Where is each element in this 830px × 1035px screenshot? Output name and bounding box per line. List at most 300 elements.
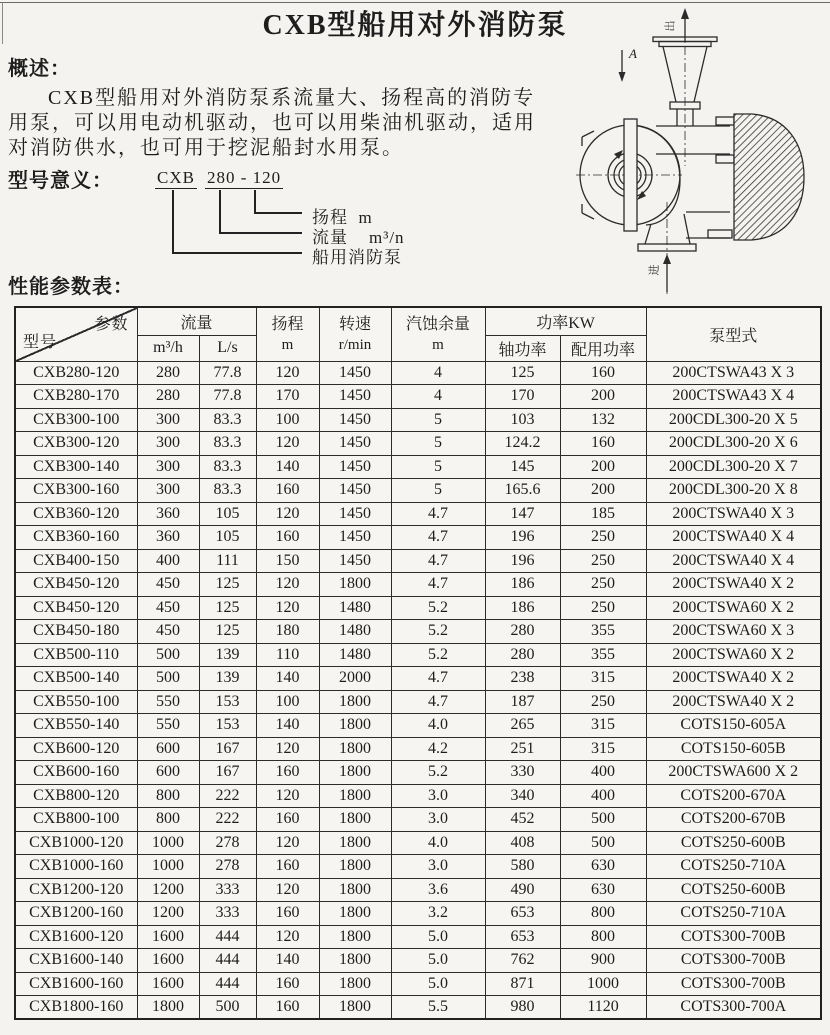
cell-rated-power-kw: 315 [560, 667, 646, 691]
cell-npsh-m: 4.7 [391, 549, 485, 573]
cell-rated-power-kw: 1120 [560, 996, 646, 1020]
cell-head-m: 160 [256, 902, 319, 926]
cell-flow-ls: 139 [199, 667, 256, 691]
overview-heading: 概述： [8, 58, 71, 80]
cell-rated-power-kw: 500 [560, 831, 646, 855]
pump-technical-drawing [570, 4, 826, 296]
table-row [15, 784, 821, 808]
cell-model: CXB550-100 [15, 690, 137, 714]
table-row [15, 479, 821, 503]
cell-npsh-m: 4.7 [391, 667, 485, 691]
cell-rated-power-kw: 185 [560, 502, 646, 526]
cell-npsh-m: 5.2 [391, 620, 485, 644]
cell-flow-ls: 83.3 [199, 455, 256, 479]
cell-speed-rpm: 1800 [319, 996, 391, 1020]
cell-flow-ls: 77.8 [199, 385, 256, 409]
cell-flow-ls: 333 [199, 878, 256, 902]
cell-shaft-power-kw: 125 [485, 361, 560, 385]
header-npsh: 汽蚀余量 m [391, 307, 485, 361]
cell-model: CXB1800-160 [15, 996, 137, 1020]
cell-rated-power-kw: 160 [560, 361, 646, 385]
cell-shaft-power-kw: 330 [485, 761, 560, 785]
cell-speed-rpm: 1800 [319, 972, 391, 996]
cell-shaft-power-kw: 452 [485, 808, 560, 832]
cell-rated-power-kw: 200 [560, 479, 646, 503]
table-row [15, 925, 821, 949]
cell-flow-m3h: 800 [137, 784, 199, 808]
cell-rated-power-kw: 800 [560, 925, 646, 949]
connector-line [254, 190, 256, 213]
header-flow-ls: L/s [199, 335, 256, 361]
model-code-prefix: CXB [157, 168, 195, 187]
cell-pump-type: 200CTSWA40 X 2 [646, 667, 821, 691]
table-row [15, 831, 821, 855]
overview-line: 对消防供水，也可用于挖泥船封水用泵。 [8, 137, 404, 159]
cell-npsh-m: 5 [391, 479, 485, 503]
cell-flow-m3h: 500 [137, 643, 199, 667]
cell-head-m: 120 [256, 502, 319, 526]
cell-pump-type: COTS200-670A [646, 784, 821, 808]
cell-npsh-m: 4.7 [391, 573, 485, 597]
cell-shaft-power-kw: 280 [485, 643, 560, 667]
table-row [15, 455, 821, 479]
cell-head-m: 120 [256, 925, 319, 949]
model-label-flow: 流量 m³/n [312, 228, 405, 247]
cell-shaft-power-kw: 196 [485, 526, 560, 550]
cell-head-m: 160 [256, 526, 319, 550]
cell-rated-power-kw: 250 [560, 690, 646, 714]
cell-npsh-m: 4.7 [391, 690, 485, 714]
cell-speed-rpm: 1800 [319, 855, 391, 879]
cell-flow-ls: 153 [199, 714, 256, 738]
cell-rated-power-kw: 400 [560, 761, 646, 785]
cell-speed-rpm: 1800 [319, 573, 391, 597]
model-meaning-section [0, 162, 585, 274]
cell-rated-power-kw: 355 [560, 620, 646, 644]
cell-flow-ls: 278 [199, 831, 256, 855]
cell-shaft-power-kw: 196 [485, 549, 560, 573]
cell-flow-m3h: 300 [137, 432, 199, 456]
header-flow-group: 流量 [137, 307, 256, 335]
cell-head-m: 100 [256, 690, 319, 714]
connector-line [172, 190, 174, 253]
cell-head-m: 170 [256, 385, 319, 409]
cell-rated-power-kw: 630 [560, 855, 646, 879]
cell-model: CXB300-120 [15, 432, 137, 456]
table-row [15, 408, 821, 432]
cell-flow-m3h: 300 [137, 408, 199, 432]
cell-shaft-power-kw: 280 [485, 620, 560, 644]
cell-speed-rpm: 1800 [319, 925, 391, 949]
overview-line: 用泵，可以用电动机驱动，也可以用柴油机驱动，适用 [8, 112, 536, 134]
cell-pump-type: COTS150-605B [646, 737, 821, 761]
table-row [15, 714, 821, 738]
cell-flow-m3h: 600 [137, 761, 199, 785]
table-row [15, 690, 821, 714]
cell-pump-type: 200CDL300-20 X 6 [646, 432, 821, 456]
cell-shaft-power-kw: 653 [485, 925, 560, 949]
cell-rated-power-kw: 200 [560, 455, 646, 479]
cell-pump-type: 200CDL300-20 X 8 [646, 479, 821, 503]
cell-speed-rpm: 2000 [319, 667, 391, 691]
cell-flow-m3h: 300 [137, 455, 199, 479]
header-pump-type: 泵型式 [646, 307, 821, 361]
table-row [15, 573, 821, 597]
cell-pump-type: COTS150-605A [646, 714, 821, 738]
cell-npsh-m: 3.6 [391, 878, 485, 902]
overview-paragraph [8, 86, 593, 161]
cell-pump-type: COTS300-700B [646, 925, 821, 949]
cell-pump-type: 200CTSWA40 X 4 [646, 549, 821, 573]
cell-shaft-power-kw: 238 [485, 667, 560, 691]
table-row [15, 643, 821, 667]
cell-speed-rpm: 1450 [319, 479, 391, 503]
cell-shaft-power-kw: 408 [485, 831, 560, 855]
cell-shaft-power-kw: 124.2 [485, 432, 560, 456]
header-head: 扬程 m [256, 307, 319, 361]
cell-model: CXB280-120 [15, 361, 137, 385]
cell-model: CXB400-150 [15, 549, 137, 573]
cell-flow-m3h: 280 [137, 385, 199, 409]
cell-flow-ls: 500 [199, 996, 256, 1020]
cell-flow-m3h: 1200 [137, 878, 199, 902]
inlet-arrow-label: 进 [648, 264, 661, 276]
cell-npsh-m: 5.0 [391, 972, 485, 996]
cell-flow-m3h: 300 [137, 479, 199, 503]
model-code [155, 168, 283, 188]
cell-pump-type: 200CTSWA60 X 2 [646, 643, 821, 667]
cell-shaft-power-kw: 186 [485, 573, 560, 597]
cell-model: CXB1600-160 [15, 972, 137, 996]
cell-speed-rpm: 1450 [319, 455, 391, 479]
cell-flow-ls: 77.8 [199, 361, 256, 385]
performance-table-heading: 性能参数表： [8, 276, 134, 298]
cell-speed-rpm: 1450 [319, 502, 391, 526]
cell-rated-power-kw: 800 [560, 902, 646, 926]
cell-head-m: 110 [256, 643, 319, 667]
cell-rated-power-kw: 400 [560, 784, 646, 808]
cell-model: CXB450-120 [15, 573, 137, 597]
cell-shaft-power-kw: 653 [485, 902, 560, 926]
cell-head-m: 160 [256, 996, 319, 1020]
cell-rated-power-kw: 250 [560, 549, 646, 573]
cell-speed-rpm: 1450 [319, 432, 391, 456]
cell-npsh-m: 4 [391, 361, 485, 385]
cell-rated-power-kw: 500 [560, 808, 646, 832]
cell-pump-type: COTS300-700B [646, 972, 821, 996]
cell-npsh-m: 4.0 [391, 831, 485, 855]
cell-flow-ls: 83.3 [199, 408, 256, 432]
cell-flow-ls: 444 [199, 972, 256, 996]
cell-flow-ls: 139 [199, 643, 256, 667]
connector-line [219, 190, 221, 233]
cell-npsh-m: 3.0 [391, 784, 485, 808]
cell-flow-m3h: 450 [137, 573, 199, 597]
cell-npsh-m: 3.0 [391, 855, 485, 879]
cell-model: CXB1200-160 [15, 902, 137, 926]
cell-flow-m3h: 360 [137, 526, 199, 550]
cell-flow-ls: 222 [199, 784, 256, 808]
cell-flow-ls: 125 [199, 596, 256, 620]
cell-flow-ls: 83.3 [199, 479, 256, 503]
cell-rated-power-kw: 1000 [560, 972, 646, 996]
cell-speed-rpm: 1480 [319, 643, 391, 667]
cell-head-m: 120 [256, 573, 319, 597]
table-row [15, 549, 821, 573]
cell-head-m: 120 [256, 784, 319, 808]
cell-speed-rpm: 1800 [319, 714, 391, 738]
header-power-group: 功率KW [485, 307, 646, 335]
cell-head-m: 180 [256, 620, 319, 644]
header-rated-power: 配用功率 [560, 335, 646, 361]
cell-flow-m3h: 1600 [137, 972, 199, 996]
cell-flow-m3h: 450 [137, 620, 199, 644]
cell-rated-power-kw: 160 [560, 432, 646, 456]
cell-speed-rpm: 1450 [319, 549, 391, 573]
cell-flow-ls: 83.3 [199, 432, 256, 456]
cell-npsh-m: 4.7 [391, 526, 485, 550]
outlet-arrow-label: 出 [664, 20, 677, 32]
header-parameter-label: 参数 [94, 316, 129, 333]
cell-pump-type: COTS250-710A [646, 902, 821, 926]
cell-pump-type: 200CTSWA40 X 2 [646, 690, 821, 714]
cell-flow-ls: 167 [199, 737, 256, 761]
cell-flow-ls: 167 [199, 761, 256, 785]
cell-head-m: 140 [256, 667, 319, 691]
cell-model: CXB800-100 [15, 808, 137, 832]
cell-shaft-power-kw: 103 [485, 408, 560, 432]
performance-table-body [15, 361, 821, 1019]
cell-flow-m3h: 280 [137, 361, 199, 385]
cell-npsh-m: 5.0 [391, 949, 485, 973]
cell-shaft-power-kw: 580 [485, 855, 560, 879]
cell-pump-type: 200CTSWA600 X 2 [646, 761, 821, 785]
table-row [15, 667, 821, 691]
cell-pump-type: 200CTSWA43 X 4 [646, 385, 821, 409]
cell-model: CXB280-170 [15, 385, 137, 409]
cell-model: CXB1000-160 [15, 855, 137, 879]
cell-pump-type: COTS300-700B [646, 949, 821, 973]
table-row [15, 972, 821, 996]
cell-npsh-m: 5.5 [391, 996, 485, 1020]
table-row [15, 996, 821, 1020]
cell-pump-type: COTS250-710A [646, 855, 821, 879]
cell-speed-rpm: 1800 [319, 737, 391, 761]
cell-flow-ls: 222 [199, 808, 256, 832]
cell-flow-m3h: 1600 [137, 949, 199, 973]
cell-flow-ls: 105 [199, 502, 256, 526]
cell-npsh-m: 3.2 [391, 902, 485, 926]
cell-speed-rpm: 1800 [319, 784, 391, 808]
cell-shaft-power-kw: 186 [485, 596, 560, 620]
cell-head-m: 120 [256, 878, 319, 902]
cell-head-m: 160 [256, 855, 319, 879]
cell-npsh-m: 4 [391, 385, 485, 409]
cell-shaft-power-kw: 145 [485, 455, 560, 479]
cell-npsh-m: 5.0 [391, 925, 485, 949]
cell-speed-rpm: 1450 [319, 526, 391, 550]
cell-head-m: 120 [256, 432, 319, 456]
cell-npsh-m: 4.2 [391, 737, 485, 761]
cell-npsh-m: 5.2 [391, 643, 485, 667]
overview-line: CXB型船用对外消防泵系流量大、扬程高的消防专 [48, 87, 536, 109]
pump-drawing-svg [570, 4, 826, 296]
cell-speed-rpm: 1800 [319, 902, 391, 926]
table-row [15, 502, 821, 526]
cell-pump-type: 200CTSWA43 X 3 [646, 361, 821, 385]
cell-head-m: 140 [256, 714, 319, 738]
cell-model: CXB300-160 [15, 479, 137, 503]
cell-flow-m3h: 800 [137, 808, 199, 832]
cell-npsh-m: 4.7 [391, 502, 485, 526]
cell-rated-power-kw: 200 [560, 385, 646, 409]
cell-pump-type: 200CTSWA40 X 3 [646, 502, 821, 526]
cell-flow-ls: 278 [199, 855, 256, 879]
cell-pump-type: 200CTSWA60 X 2 [646, 596, 821, 620]
cell-flow-m3h: 1800 [137, 996, 199, 1020]
cell-speed-rpm: 1800 [319, 831, 391, 855]
cell-model: CXB1600-120 [15, 925, 137, 949]
table-row [15, 855, 821, 879]
cell-model: CXB800-120 [15, 784, 137, 808]
cell-speed-rpm: 1450 [319, 361, 391, 385]
cell-shaft-power-kw: 187 [485, 690, 560, 714]
cell-head-m: 160 [256, 761, 319, 785]
cell-head-m: 100 [256, 408, 319, 432]
section-a-label: A [629, 46, 637, 61]
cell-rated-power-kw: 900 [560, 949, 646, 973]
cell-flow-ls: 125 [199, 620, 256, 644]
table-row [15, 596, 821, 620]
cell-pump-type: 200CTSWA40 X 2 [646, 573, 821, 597]
cell-flow-m3h: 1200 [137, 902, 199, 926]
cell-shaft-power-kw: 170 [485, 385, 560, 409]
cell-speed-rpm: 1800 [319, 878, 391, 902]
cell-speed-rpm: 1800 [319, 761, 391, 785]
cell-head-m: 160 [256, 479, 319, 503]
cell-flow-m3h: 1600 [137, 925, 199, 949]
cell-shaft-power-kw: 490 [485, 878, 560, 902]
cell-flow-ls: 105 [199, 526, 256, 550]
cell-npsh-m: 4.0 [391, 714, 485, 738]
cell-shaft-power-kw: 147 [485, 502, 560, 526]
table-row [15, 526, 821, 550]
cell-model: CXB450-120 [15, 596, 137, 620]
cell-rated-power-kw: 132 [560, 408, 646, 432]
cell-shaft-power-kw: 871 [485, 972, 560, 996]
model-label-pump: 船用消防泵 [312, 248, 402, 267]
cell-shaft-power-kw: 251 [485, 737, 560, 761]
table-row [15, 808, 821, 832]
cell-head-m: 140 [256, 455, 319, 479]
connector-line [219, 232, 302, 234]
table-row [15, 385, 821, 409]
table-row [15, 620, 821, 644]
cell-head-m: 120 [256, 737, 319, 761]
cell-rated-power-kw: 355 [560, 643, 646, 667]
page-title: CXB型船用对外消防泵 [262, 10, 568, 41]
model-code-numbers: 280 - 120 [206, 168, 282, 187]
cell-shaft-power-kw: 340 [485, 784, 560, 808]
cell-flow-m3h: 450 [137, 596, 199, 620]
cell-flow-ls: 111 [199, 549, 256, 573]
cell-flow-ls: 125 [199, 573, 256, 597]
overview-section [8, 52, 593, 161]
cell-npsh-m: 5 [391, 455, 485, 479]
cell-speed-rpm: 1800 [319, 808, 391, 832]
cell-flow-ls: 444 [199, 925, 256, 949]
cell-speed-rpm: 1800 [319, 690, 391, 714]
cell-model: CXB500-140 [15, 667, 137, 691]
cell-flow-m3h: 500 [137, 667, 199, 691]
cell-pump-type: 200CTSWA40 X 4 [646, 526, 821, 550]
connector-line [254, 212, 302, 214]
diagonal-header-cell [15, 307, 137, 361]
cell-speed-rpm: 1480 [319, 596, 391, 620]
cell-rated-power-kw: 315 [560, 737, 646, 761]
cell-model: CXB300-140 [15, 455, 137, 479]
table-row [15, 432, 821, 456]
cell-flow-m3h: 400 [137, 549, 199, 573]
cell-pump-type: 200CTSWA60 X 3 [646, 620, 821, 644]
table-row [15, 737, 821, 761]
cell-pump-type: 200CDL300-20 X 5 [646, 408, 821, 432]
connector-line [172, 252, 302, 254]
cell-flow-m3h: 600 [137, 737, 199, 761]
cell-model: CXB450-180 [15, 620, 137, 644]
cell-model: CXB600-160 [15, 761, 137, 785]
cell-head-m: 160 [256, 972, 319, 996]
cell-shaft-power-kw: 762 [485, 949, 560, 973]
cell-model: CXB360-160 [15, 526, 137, 550]
cell-head-m: 160 [256, 808, 319, 832]
header-speed: 转速 r/min [319, 307, 391, 361]
cell-pump-type: COTS250-600B [646, 878, 821, 902]
cell-model: CXB300-100 [15, 408, 137, 432]
cell-speed-rpm: 1800 [319, 949, 391, 973]
cell-flow-ls: 333 [199, 902, 256, 926]
table-row [15, 361, 821, 385]
cell-model: CXB360-120 [15, 502, 137, 526]
cell-speed-rpm: 1450 [319, 408, 391, 432]
cell-rated-power-kw: 250 [560, 596, 646, 620]
cell-rated-power-kw: 630 [560, 878, 646, 902]
cell-head-m: 120 [256, 831, 319, 855]
table-row [15, 761, 821, 785]
cell-model: CXB1600-140 [15, 949, 137, 973]
cell-npsh-m: 5 [391, 408, 485, 432]
cell-npsh-m: 3.0 [391, 808, 485, 832]
header-flow-m3h: m³/h [137, 335, 199, 361]
table-row [15, 878, 821, 902]
cell-npsh-m: 5 [391, 432, 485, 456]
cell-model: CXB1000-120 [15, 831, 137, 855]
cell-rated-power-kw: 250 [560, 526, 646, 550]
cell-flow-ls: 153 [199, 690, 256, 714]
cell-head-m: 140 [256, 949, 319, 973]
cell-npsh-m: 5.2 [391, 761, 485, 785]
cell-flow-m3h: 550 [137, 714, 199, 738]
cell-rated-power-kw: 315 [560, 714, 646, 738]
cell-speed-rpm: 1480 [319, 620, 391, 644]
table-row [15, 902, 821, 926]
cell-model: CXB500-110 [15, 643, 137, 667]
cell-npsh-m: 5.2 [391, 596, 485, 620]
cell-shaft-power-kw: 980 [485, 996, 560, 1020]
cell-pump-type: COTS250-600B [646, 831, 821, 855]
cell-pump-type: COTS300-700A [646, 996, 821, 1020]
cell-speed-rpm: 1450 [319, 385, 391, 409]
